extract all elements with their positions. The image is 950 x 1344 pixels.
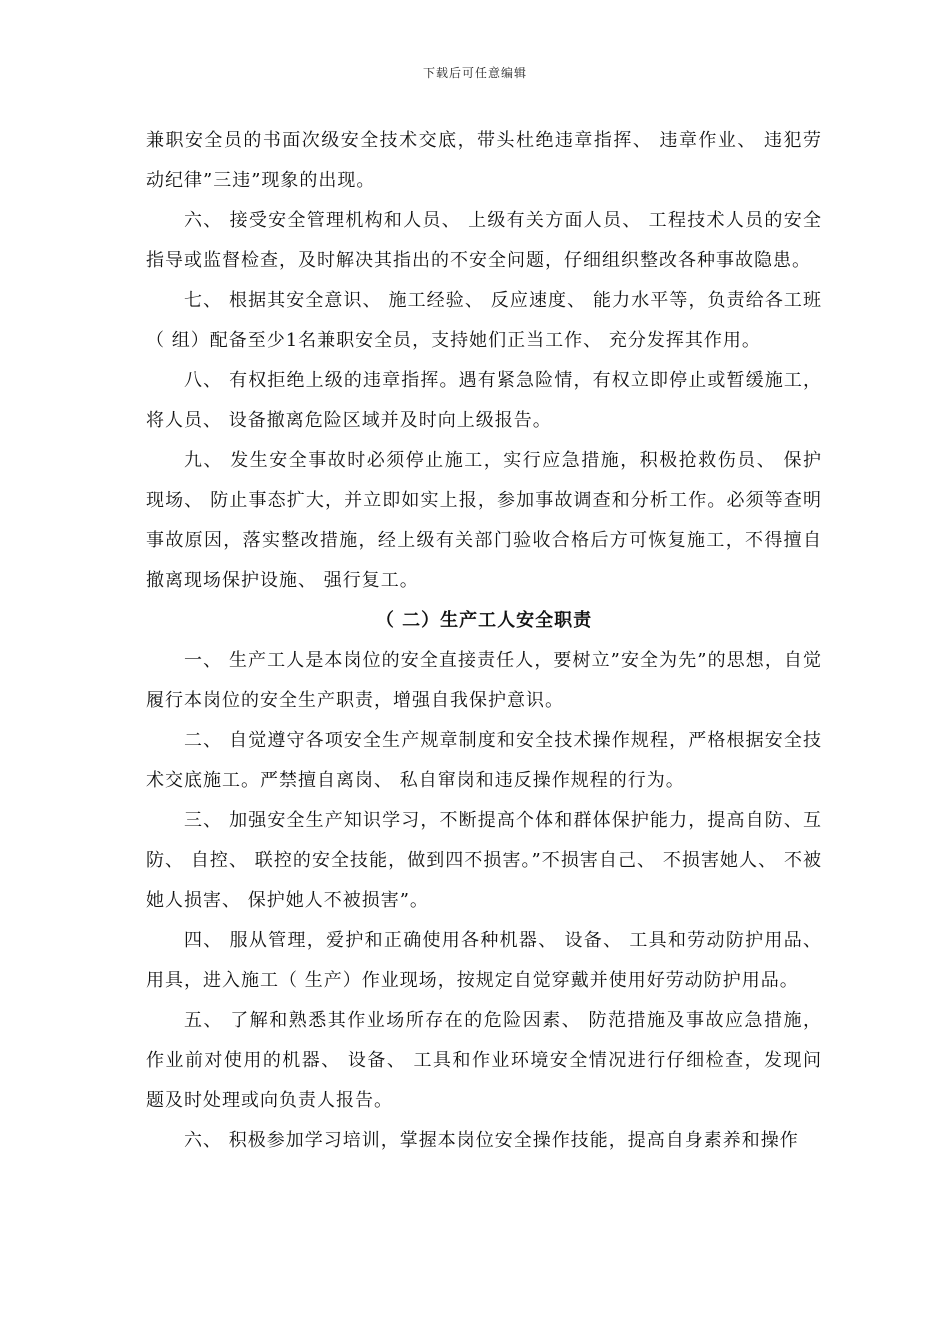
paragraph: 三、 加强安全生产知识学习，不断提高个体和群体保护能力，提高自防、互防、 自控、 联控的安全技能，做到四不损害。”不损害自己、 不损害她人、 不被她人损害、 保护她人不被损害”。	[146, 810, 822, 911]
section-heading: （ 二）生产工人安全职责	[375, 610, 593, 631]
paragraph: 二、 自觉遵守各项安全生产规章制度和安全技术操作规程，严格根据安全技术交底施工。严禁擅自离岗、 私自窜岗和违反操作规程的行为。	[146, 730, 822, 791]
paragraph: 一、 生产工人是本岗位的安全直接责任人，要树立”安全为先”的思想，自觉履行本岗位的安全生产职责，增强自我保护意识。	[146, 650, 822, 711]
paragraph: 兼职安全员的书面次级安全技术交底，带头杜绝违章指挥、 违章作业、 违犯劳动纪律”三违”现象的出现。	[146, 130, 822, 191]
paragraph: 七、 根据其安全意识、 施工经验、 反应速度、 能力水平等，负责给各工班（ 组）配备至少1名兼职安全员，支持她们正当工作、 充分发挥其作用。	[146, 290, 822, 351]
document-body	[146, 121, 822, 1161]
paragraph: 九、 发生安全事故时必须停止施工，实行应急措施，积极抢救伤员、 保护现场、 防止事态扩大，并立即如实上报，参加事故调查和分析工作。必须等查明事故原因，落实整改措施，经上级有关部门验收合格后方可恢复施工，不得擅自撤离现场保护设施、 强行复工。	[146, 450, 822, 591]
page-header-note: 下载后可任意编辑	[422, 66, 527, 80]
paragraph: 六、 积极参加学习培训，掌握本岗位安全操作技能，提高自身素养和操作	[184, 1130, 799, 1151]
paragraph: 五、 了解和熟悉其作业场所存在的危险因素、 防范措施及事故应急措施，作业前对使用的机器、 设备、 工具和作业环境安全情况进行仔细检查，发现问题及时处理或向负责人报告。	[146, 1010, 822, 1111]
paragraph: 八、 有权拒绝上级的违章指挥。遇有紧急险情，有权立即停止或暂缓施工， 将人员、 设备撤离危险区域并及时向上级报告。	[146, 370, 822, 431]
paragraph: 六、 接受安全管理机构和人员、 上级有关方面人员、 工程技术人员的安全指导或监督检查，及时解决其指出的不安全问题，仔细组织整改各种事故隐患。	[146, 210, 822, 271]
paragraph: 四、 服从管理，爱护和正确使用各种机器、 设备、 工具和劳动防护用品、 用具，进入施工（ 生产）作业现场，按规定自觉穿戴并使用好劳动防护用品。	[146, 930, 822, 991]
